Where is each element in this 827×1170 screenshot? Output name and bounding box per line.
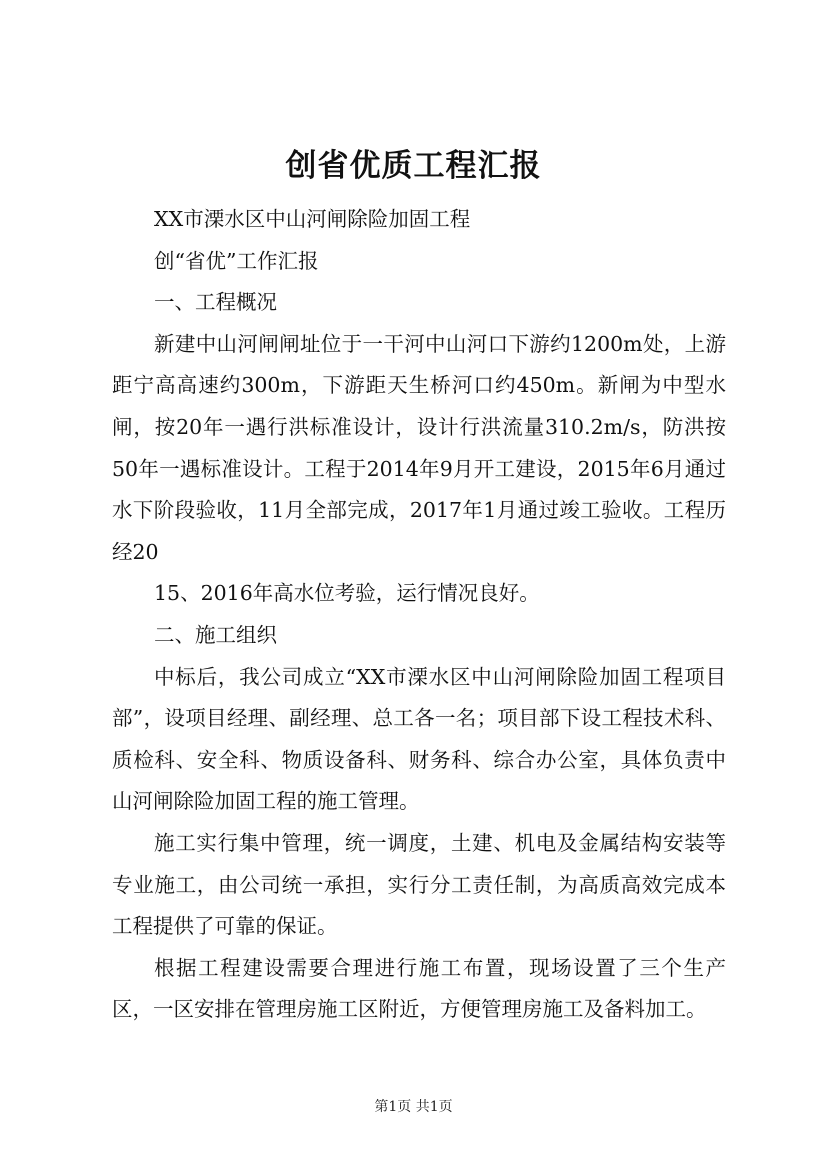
overview-continuation-paragraph: 15、2016年高水位考验，运行情况良好。 [154,581,540,606]
page-footer: 第1页 共1页 [374,1099,453,1115]
layout-paragraph: 根据工程建设需要合理进行施工布置，现场设置了三个生产区，一区安排在管理房施工区附近，方便管理房施工及备料加工。 [112,955,726,1022]
organization-paragraph: 中标后，我公司成立“XX市溧水区中山河闸除险加固工程项目部”，设项目经理、副经理、总工各一名；项目部下设工程技术科、质检科、安全科、物质设备科、财务科、综合办公室，具体负责中山河闸除险加固工程的施工管理。 [112,664,726,814]
document-body [112,199,726,1031]
section-heading-overview: 一、工程概况 [154,290,277,315]
project-name-paragraph: XX市溧水区中山河闸除险加固工程 [154,207,471,231]
overview-paragraph: 新建中山河闸闸址位于一干河中山河口下游约1200m处，上游距宁高高速约300m，下游距天生桥河口约450m。新闸为中型水闸，按20年一遇行洪标准设计，设计行洪流量310.2m/s，防洪按50年一遇标准设计。工程于2014年9月开工建设，2015年6月通过水下阶段验收，11月全部完成，2017年1月通过竣工验收。工程历经20 [112,331,726,564]
management-paragraph: 施工实行集中管理，统一调度，土建、机电及金属结构安装等专业施工，由公司统一承担，实行分工责任制，为高质高效完成本工程提供了可靠的保证。 [112,830,726,939]
section-heading-organization: 二、施工组织 [154,622,277,647]
report-subtitle-paragraph: 创“省优”工作汇报 [154,248,319,273]
document-title: 创省优质工程汇报 [285,148,542,184]
